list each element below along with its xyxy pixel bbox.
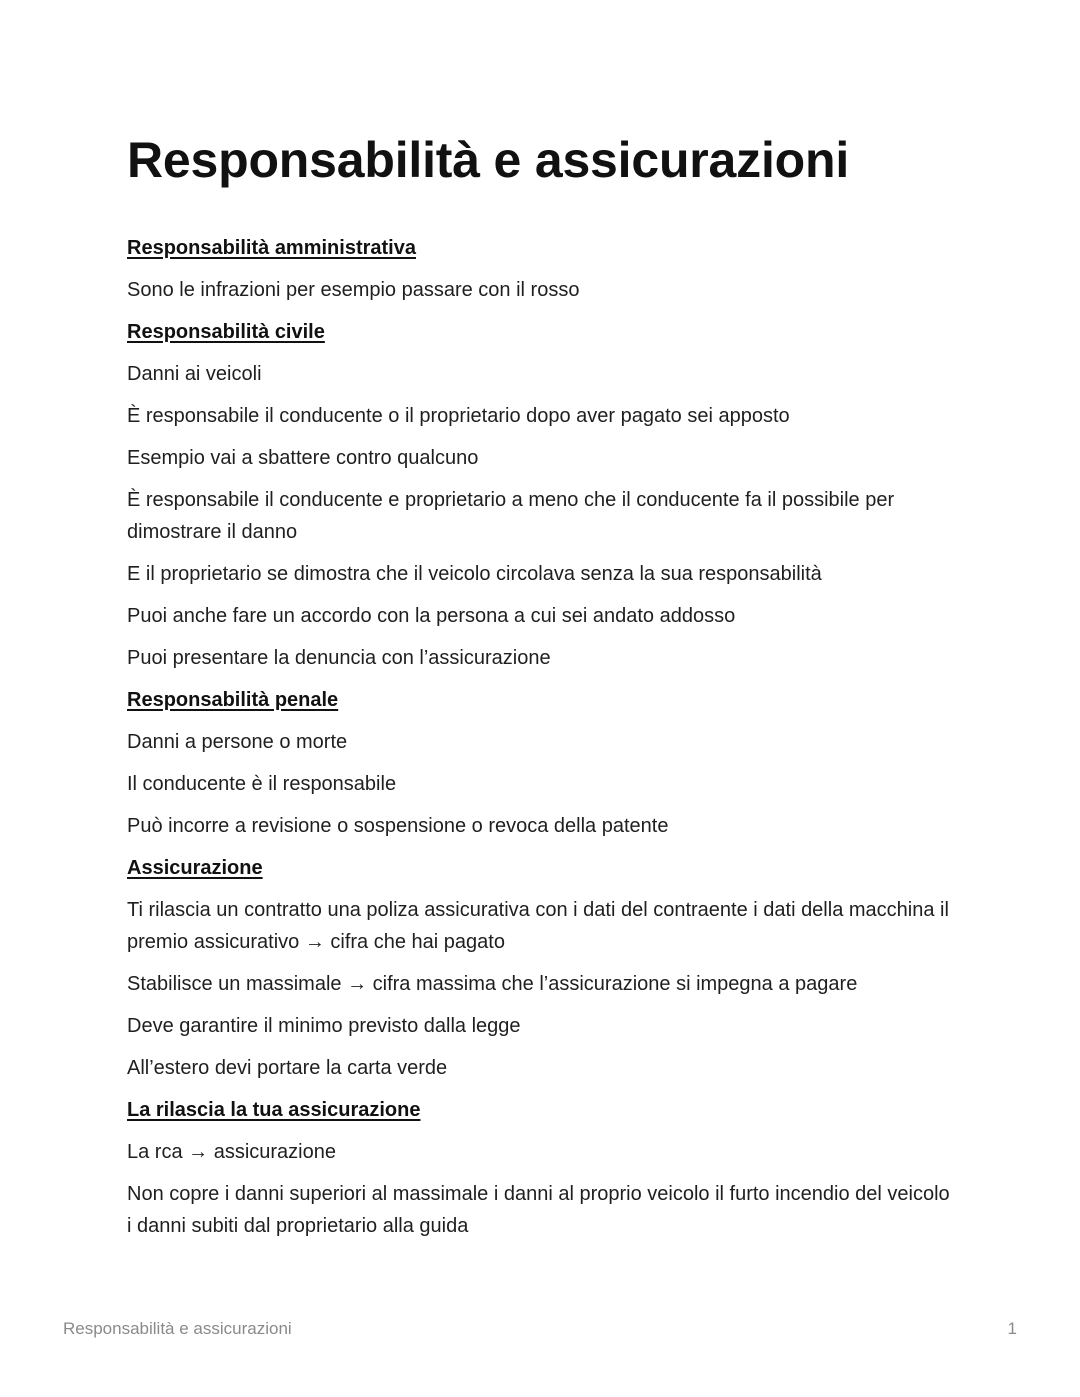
paragraph: Può incorre a revisione o sospensione o revoca della patente (127, 815, 669, 837)
section-heading: La rilascia la tua assicurazione (127, 1099, 421, 1121)
paragraph: E il proprietario se dimostra che il veicolo circolava senza la sua responsabilità (127, 563, 822, 585)
paragraph: È responsabile il conducente e proprietario a meno che il conducente fa il possibile per dimostrare il danno (127, 489, 895, 543)
page-number: 1 (1007, 1319, 1017, 1338)
paragraph: Ti rilascia un contratto una poliza assicurativa con i dati del contraente i dati della macchina il premio assicurativo → cifra che hai pagato (127, 899, 949, 953)
paragraph: Sono le infrazioni per esempio passare con il rosso (127, 279, 580, 301)
paragraph: Non copre i danni superiori al massimale i danni al proprio veicolo il furto incendio del veicolo i danni subiti dal proprietario alla guida (127, 1183, 950, 1237)
paragraph: Il conducente è il responsabile (127, 773, 397, 795)
paragraph: Puoi anche fare un accordo con la persona a cui sei andato addosso (127, 605, 736, 627)
document-body (127, 232, 957, 1242)
section-heading: Responsabilità civile (127, 321, 325, 343)
section-heading: Responsabilità penale (127, 689, 339, 711)
paragraph: Deve garantire il minimo previsto dalla legge (127, 1015, 521, 1037)
section-heading: Assicurazione (127, 857, 263, 879)
paragraph: Esempio vai a sbattere contro qualcuno (127, 447, 479, 469)
paragraph: All’estero devi portare la carta verde (127, 1057, 448, 1079)
paragraph: Danni ai veicoli (127, 363, 262, 385)
paragraph: Stabilisce un massimale → cifra massima che l’assicurazione si impegna a pagare (127, 973, 858, 995)
paragraph: Danni a persone o morte (127, 731, 348, 753)
page-title: Responsabilità e assicurazioni (127, 132, 850, 188)
paragraph: Puoi presentare la denuncia con l’assicurazione (127, 647, 551, 669)
footer-title: Responsabilità e assicurazioni (63, 1319, 292, 1338)
paragraph: La rca → assicurazione (127, 1141, 336, 1163)
section-heading: Responsabilità amministrativa (127, 237, 416, 259)
document-page (127, 128, 957, 1252)
paragraph: È responsabile il conducente o il proprietario dopo aver pagato sei apposto (127, 405, 790, 427)
